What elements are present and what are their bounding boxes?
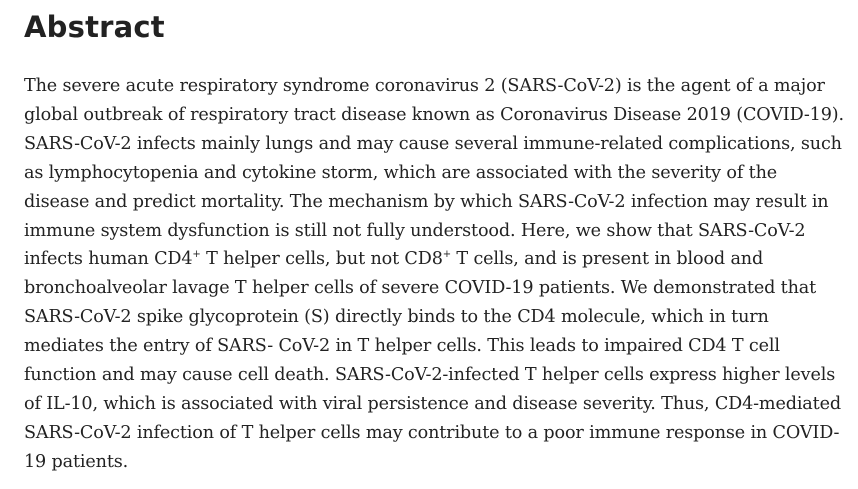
abstract-text-part-2: T helper cells, but not CD8 bbox=[200, 249, 443, 270]
abstract-text-part-1: The severe acute respiratory syndrome coronavirus 2 (SARS-CoV-2) is the agent of a major global outbreak of respiratory tract disease known as Coronavirus Disease 2019 (COVID-19). SARS-CoV-2 infects mainly lungs and may cause several immune-related complications, such as lymphocytopenia and cytokine storm, which are associated with the severity of the disease and predict mortality. The mechanism by which SARS-CoV-2 infection may result in immune system dysfunction is still not fully understood. Here, we show that SARS-CoV-2 infects human CD4 bbox=[24, 76, 844, 270]
abstract-body bbox=[24, 72, 844, 477]
superscript-plus: + bbox=[442, 248, 451, 260]
superscript-plus: + bbox=[192, 248, 201, 260]
abstract-heading: Abstract bbox=[24, 10, 165, 44]
abstract-section bbox=[24, 0, 844, 477]
abstract-text-part-3: T cells, and is present in blood and bronchoalveolar lavage T helper cells of severe COVID-19 patients. We demonstrated that SARS-CoV-2 spike glycoprotein (S) directly binds to the CD4 molecule, which in turn mediates the entry of SARS- CoV-2 in T helper cells. This leads to impaired CD4 T cell function and may cause cell death. SARS-CoV-2-infected T helper cells express higher levels of IL-10, which is associated with viral persistence and disease severity. Thus, CD4-mediated SARS-CoV-2 infection of T helper cells may contribute to a poor immune response in COVID-19 patients. bbox=[24, 249, 841, 472]
